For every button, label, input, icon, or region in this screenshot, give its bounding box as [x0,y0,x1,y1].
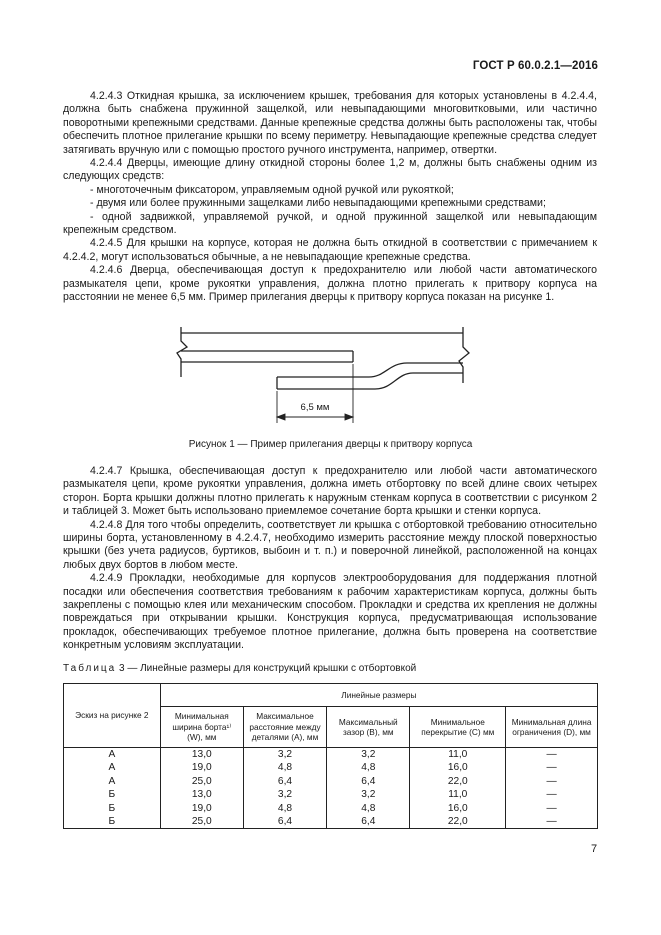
figure-caption: Рисунок 1 — Пример прилегания дверцы к притвору корпуса [188,439,473,450]
cell-d: — [506,788,598,801]
cell-sketch: А [64,748,161,762]
table-row [64,815,598,829]
cell-w: 19,0 [160,761,243,774]
header-col-b: Максимальный зазор (B), мм [327,707,410,748]
paragraph-4-2-4-9: 4.2.4.9 Прокладки, необходимые для корпусов электрооборудования для поддержания плотной посадки или обеспечения соответствия требованиям к рабочим характеристикам корпуса, должны быть закреплены с помощью клея или механическим способом. Прокладки и средства их крепления не должны повреждаться при открывании крышки. Конструкция корпуса, предусматривающая использование прокладок, обеспечивающих требуемое плотное прилегание, должна быть проверена на соответствие конкретным условиям эксплуатации. [63,572,597,652]
break-mark [177,327,187,377]
list-item: - одной задвижкой, управляемой ручкой, и одной пружинной защелкой или невыпадающим крепежным средством. [63,210,597,237]
paragraph-4-2-4-5: 4.2.4.5 Для крышки на корпусе, которая не должна быть откидной в соответствии с примечанием к 4.2.4.2, могут использоваться обычные, а не невыпадающие крепежные средства. [63,237,597,263]
lip-inner [277,373,463,389]
arrow-left-icon [277,414,285,420]
paragraph-4-2-4-6: 4.2.4.6 Дверца, обеспечивающая доступ к предохранителю или любой части автоматического размыкателя цепи, кроме рукоятки управления, должна плотно прилегать к притвору корпуса на расстоянии не менее 6,5 мм. Пример прилегания дверцы к притвору корпуса показан на рисунке 1. [63,264,597,304]
cell-b: 3,2 [327,788,410,801]
cell-sketch: Б [64,802,161,815]
body-text-bottom [63,465,597,653]
cell-w: 25,0 [160,815,243,829]
standard-header: ГОСТ Р 60.0.2.1—2016 [472,60,598,72]
paragraph-4-2-4-8: 4.2.4.8 Для того чтобы определить, соответствует ли крышка с отбортовкой требованию относительно ширины борта, установленному в 4.2.4.7, необходимо измерить расстояние между плоской поверхностью крышки (без учета радиусов, буртиков, выбоин и т. п.) и поверочной линейкой, расположенной на концах любых двух бортов в любом месте. [63,518,597,571]
cell-d: — [506,748,598,762]
table-label: Таблица [63,663,117,674]
table-row [64,761,598,774]
cell-sketch: Б [64,815,161,829]
cell-d: — [506,761,598,774]
cell-c: 11,0 [410,748,506,762]
cell-c: 16,0 [410,802,506,815]
cell-sketch: Б [64,788,161,801]
header-col-c: Минимальное перекрытие (C) мм [410,707,506,748]
cell-w: 25,0 [160,775,243,788]
cell-w: 13,0 [160,748,243,762]
cell-c: 11,0 [410,788,506,801]
cell-sketch: А [64,761,161,774]
cell-a: 3,2 [243,788,326,801]
paragraph-4-2-4-4: 4.2.4.4 Дверцы, имеющие длину откидной стороны более 1,2 м, должны быть снабжены одним из следующих средств: [63,157,597,183]
page-number: 7 [591,843,598,855]
cell-b: 6,4 [327,815,410,829]
table-row [64,802,598,815]
dimension-label: 6,5 мм [300,402,330,413]
cell-b: 6,4 [327,775,410,788]
cell-b: 4,8 [327,761,410,774]
cell-w: 19,0 [160,802,243,815]
cell-a: 4,8 [243,761,326,774]
cell-a: 6,4 [243,775,326,788]
figure-1 [63,327,597,452]
cell-d: — [506,815,598,829]
list-item: - многоточечным фиксатором, управляемым одной ручкой или рукояткой; [90,183,454,196]
cell-a: 3,2 [243,748,326,762]
list-item: - двумя или более пружинными защелками либо невыпадающими крепежными средствами; [90,197,546,210]
table-row [64,788,598,801]
cell-b: 4,8 [327,802,410,815]
cell-d: — [506,802,598,815]
cell-c: 16,0 [410,761,506,774]
body-text-top [63,90,597,305]
cell-w: 13,0 [160,788,243,801]
cell-d: — [506,775,598,788]
table-row [64,748,598,762]
header-col-w: Минимальная ширина борта¹⁾ (W), мм [160,707,243,748]
arrow-right-icon [345,414,353,420]
cell-b: 3,2 [327,748,410,762]
header-col-d: Минимальная длина ограничения (D), мм [506,707,598,748]
header-group: Линейные размеры [160,684,597,707]
door-fit-diagram [63,327,597,437]
paragraph-4-2-4-3: 4.2.4.3 Откидная крышка, за исключением крышек, требования для которых установлены в 4.2.4.4, должна быть снабжена пружинной защелкой, или невыпадающими многовитковыми, или частично поворотными крепежными средствами. Данные крепежные средства должны быть расположены так, чтобы обеспечить плотное прилегание крышки по всему периметру. Невыпадающие крепежные средства следует затягивать вручную или с помощью простого ручного инструмента, например, отвертки. [63,90,597,156]
table-caption [63,663,416,674]
header-sketch: Эскиз на рисунке 2 [64,684,161,748]
cell-a: 4,8 [243,802,326,815]
table-title-text: 3 — Линейные размеры для конструкций крышки с отбортовкой [119,663,417,674]
cell-sketch: А [64,775,161,788]
header-col-a: Максимальное расстояние между деталями (A), мм [243,707,326,748]
table-row [64,775,598,788]
paragraph-4-2-4-7: 4.2.4.7 Крышка, обеспечивающая доступ к предохранителю или любой части автоматического размыкателя цепи, кроме рукоятки управления, должна иметь отбортовку по всей длине своих четырех сторон. Борта крышки должны плотно прилегать к наружным стенкам корпуса в соответствии с рисунком 2 и таблицей 3. Может быть использовано приемлемое сочетание борта крышки и стенки корпуса. [63,465,597,518]
cell-c: 22,0 [410,775,506,788]
cell-a: 6,4 [243,815,326,829]
lip-outer [277,363,463,377]
break-mark-right [459,327,469,383]
cell-c: 22,0 [410,815,506,829]
dimensions-table [63,683,598,829]
